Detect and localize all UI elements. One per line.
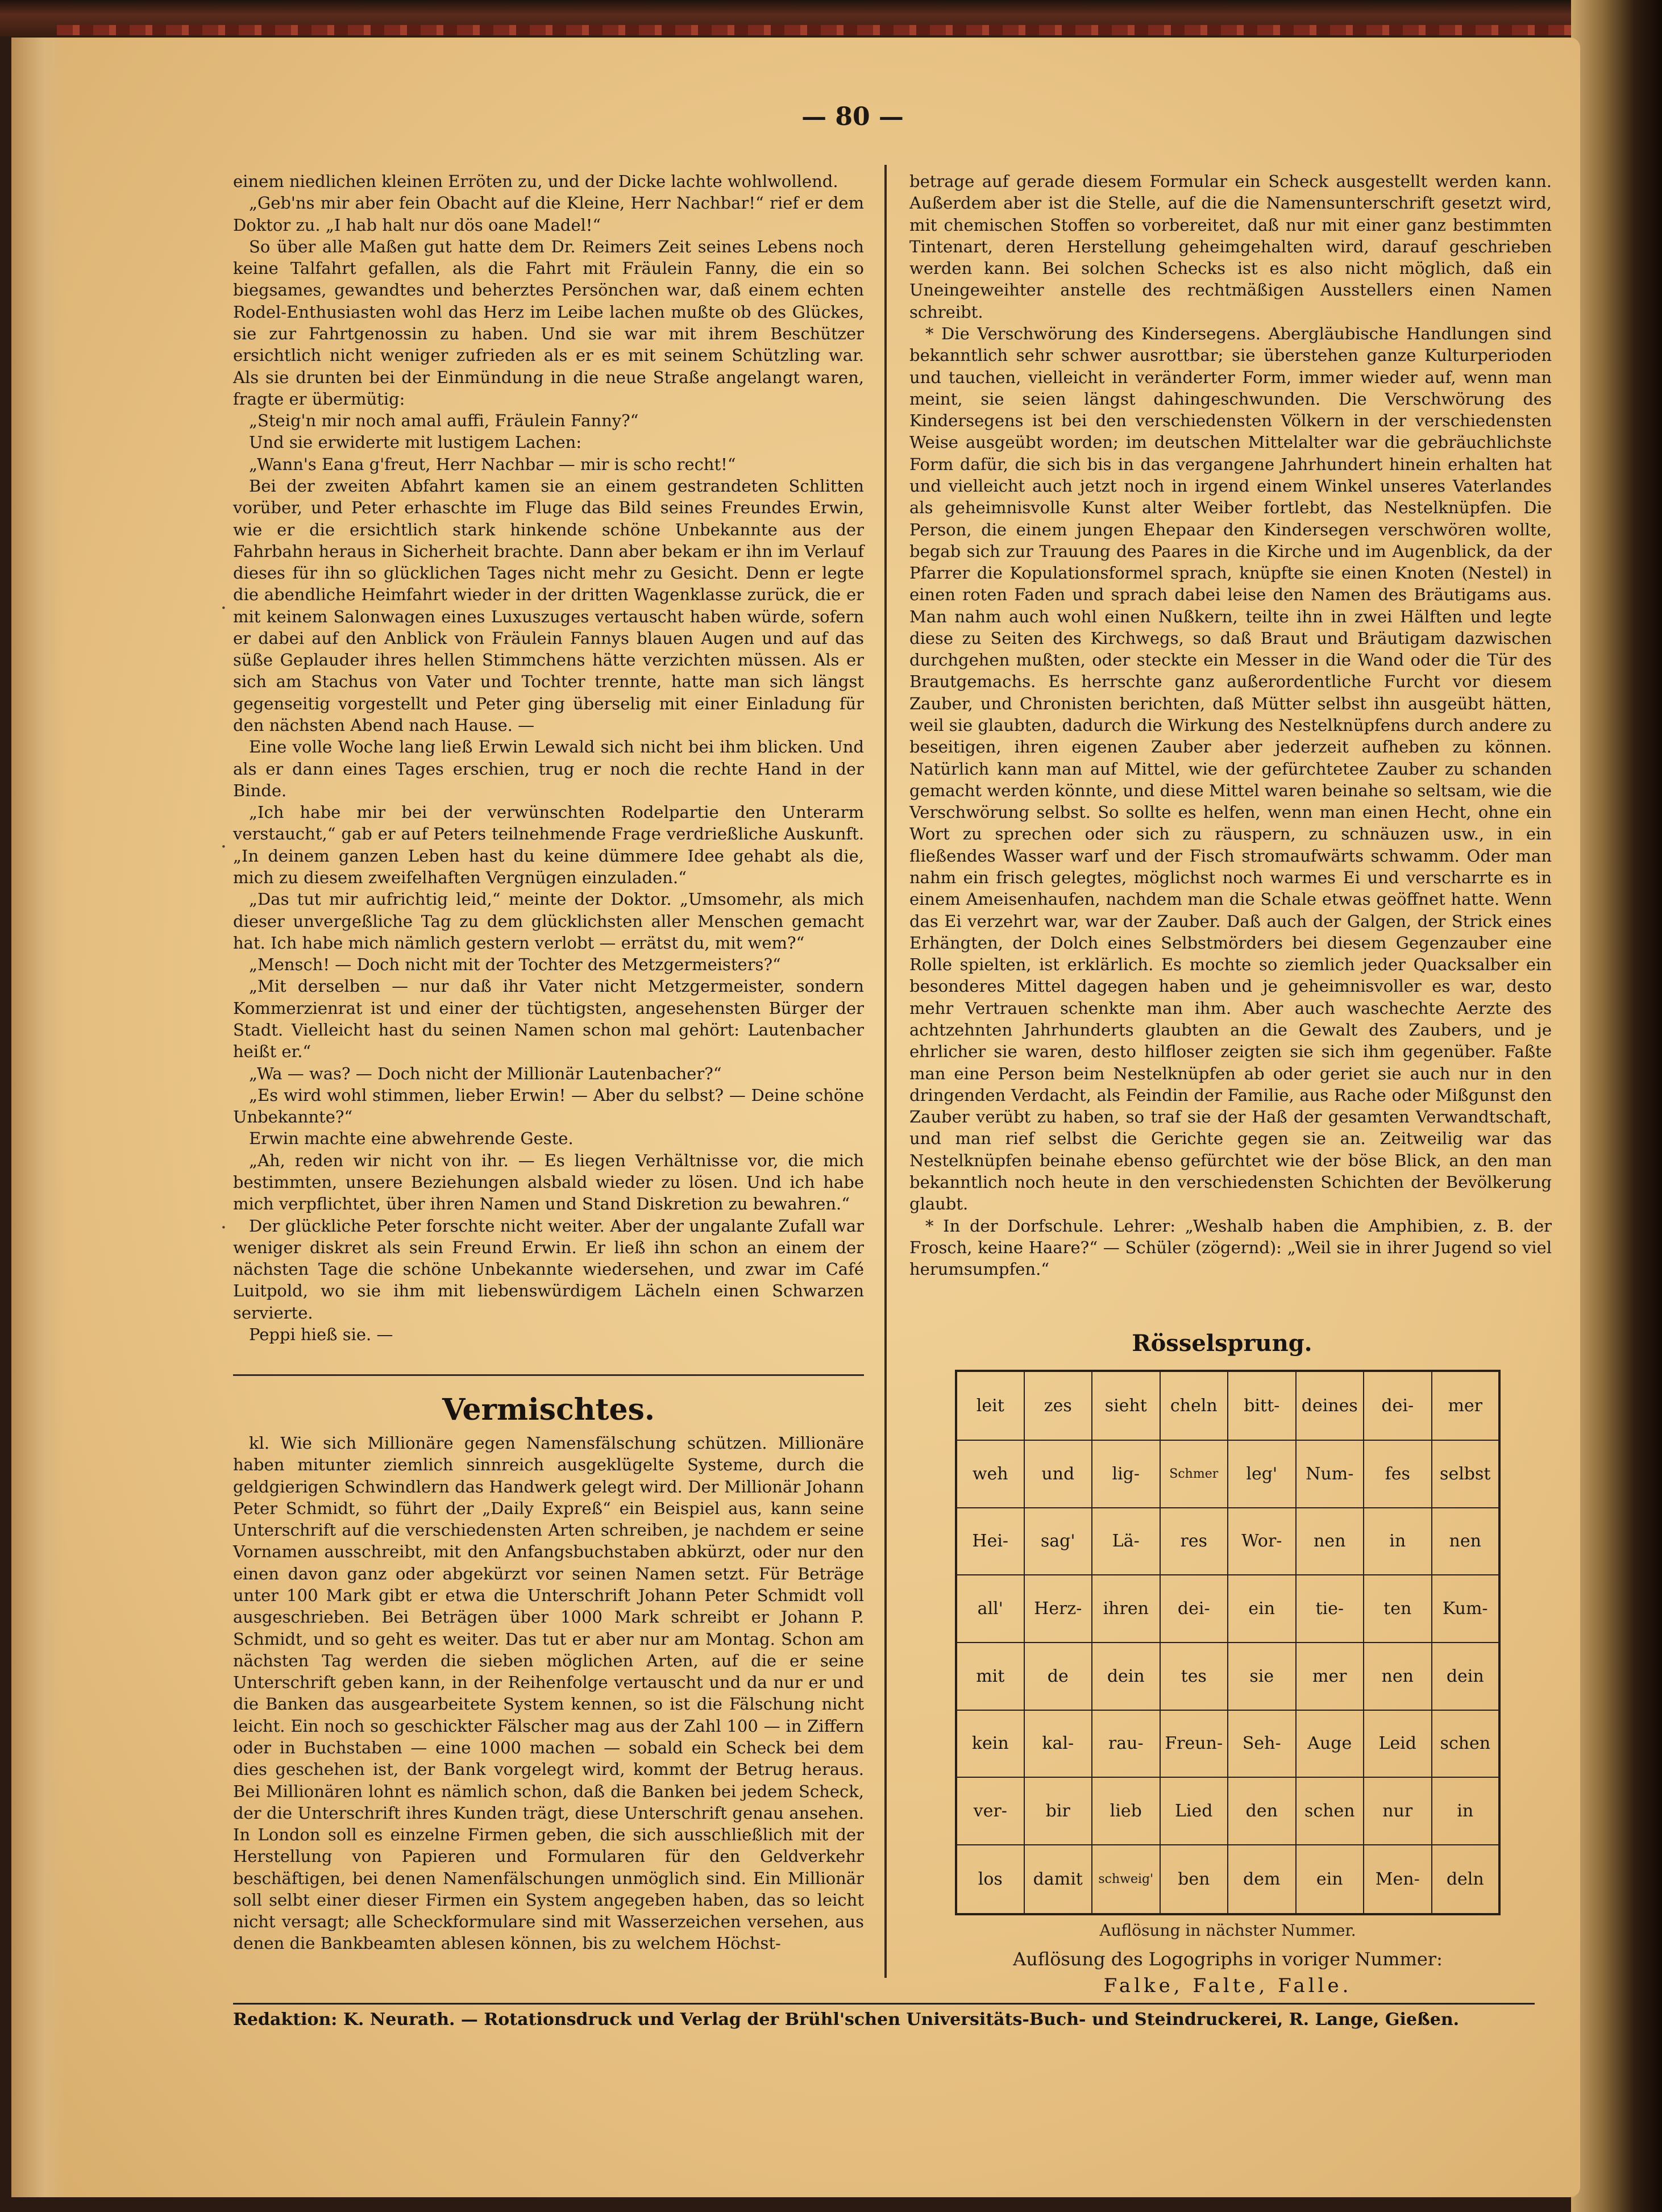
puzzle-cell: Freun- xyxy=(1160,1710,1228,1778)
page-edge xyxy=(11,38,66,2197)
puzzle-cell: sag' xyxy=(1024,1508,1092,1575)
puzzle-cell: weh xyxy=(956,1440,1024,1508)
puzzle-cell: sieht xyxy=(1092,1371,1160,1440)
miscellany-left-column xyxy=(233,1432,864,1955)
puzzle-cell: Lied xyxy=(1160,1777,1228,1845)
puzzle-cell: ten xyxy=(1364,1575,1432,1643)
story-paragraph: „Mit derselben — nur daß ihr Vater nicht Metzgermeister, sondern Kommerzienrat ist und einer der tüchtigsten, angesehensten Bürger der Stadt. Vielleicht hast du seinen Namen schon mal gehört: Lautenbacher heißt er.“ xyxy=(233,976,864,1062)
story-paragraph: Eine volle Woche lang ließ Erwin Lewald sich nicht bei ihm blicken. Und als er dann eines Tages erschien, trug er noch die rechte Hand in der Binde. xyxy=(233,737,864,800)
article-paragraph: * In der Dorfschule. Lehrer: „Weshalb haben die Amphibien, z. B. der Frosch, keine Haare?“ — Schüler (zögernd): „Weil sie in ihrer Jugend so viel herumsumpfen.“ xyxy=(909,1216,1552,1279)
binding-strip xyxy=(57,25,1580,35)
puzzle-cell: nen xyxy=(1364,1643,1432,1710)
puzzle-cell: Lä- xyxy=(1092,1508,1160,1575)
story-paragraph: Peppi hieß sie. — xyxy=(249,1324,393,1344)
column-divider xyxy=(884,165,887,1978)
article-paragraph: betrage auf gerade diesem Formular ein Scheck ausgestellt werden kann. Außerdem aber ist die Stelle, auf die die Namensunterschrift gesetzt wird, mit chemischen Stoffen so vorbereitet, daß nur mit einer ganz bestimmten Tintenart, deren Herstellung geheimgehalten wird, darauf geschrieben werden kann. Bei solchen Schecks ist es also nicht möglich, daß ein Uneingeweihter anstelle des rechtmäßigen Ausstellers einen Namen schreibt. xyxy=(909,172,1552,322)
story-paragraph: „Ich habe mir bei der verwünschten Rodelpartie den Unterarm verstaucht,“ gab er auf Peters teilnehmende Frage verdrießliche Auskunft. „In deinem ganzen Leben hast du keine dümmere Idee gehabt als die, mich zu diesem zweifelhaften Vergnügen einzuladen.“ xyxy=(233,803,864,887)
puzzle-cell: Schmer xyxy=(1160,1440,1228,1508)
margin-mark: · xyxy=(221,835,227,858)
story-paragraph: Der glückliche Peter forschte nicht weiter. Aber der ungalante Zufall war weniger diskret als sein Freund Erwin. Er ließ ihn schon an einem der nächsten Tage die schöne Unbekannte wiedersehen, und zwar im Café Luitpold, wo sie ihm mit liebenswürdigem Lächeln einen Schwarzen servierte. xyxy=(233,1216,864,1323)
puzzle-row xyxy=(956,1575,1499,1643)
puzzle-cell: damit xyxy=(1024,1845,1092,1914)
imprint-footer: Redaktion: K. Neurath. — Rotationsdruck und Verlag der Brühl'schen Universitäts-Buch- und Steindruckerei, R. Lange, Gießen. xyxy=(233,2010,1460,2030)
puzzle-cell: schen xyxy=(1296,1777,1364,1845)
puzzle-cell: und xyxy=(1024,1440,1092,1508)
puzzle-row xyxy=(956,1440,1499,1508)
puzzle-cell: dei- xyxy=(1364,1371,1432,1440)
story-paragraph: Erwin machte eine abwehrende Geste. xyxy=(249,1129,574,1149)
margin-mark: · xyxy=(221,597,227,619)
footer-rule xyxy=(233,2003,1535,2005)
puzzle-row xyxy=(956,1643,1499,1710)
puzzle-cell: lig- xyxy=(1092,1440,1160,1508)
puzzle-cell: mit xyxy=(956,1643,1024,1710)
puzzle-cell: mer xyxy=(1296,1643,1364,1710)
puzzle-title: Rösselsprung. xyxy=(1132,1330,1312,1357)
puzzle-cell: bitt- xyxy=(1228,1371,1296,1440)
puzzle-cell: nen xyxy=(1296,1508,1364,1575)
margin-mark: · xyxy=(221,1216,227,1239)
puzzle-cell: dein xyxy=(1092,1643,1160,1710)
puzzle-cell: Hei- xyxy=(956,1508,1024,1575)
puzzle-cell: cheln xyxy=(1160,1371,1228,1440)
story-paragraph: „Wann's Eana g'freut, Herr Nachbar — mir is scho recht!“ xyxy=(249,454,736,474)
puzzle-cell: tes xyxy=(1160,1643,1228,1710)
puzzle-cell: zes xyxy=(1024,1371,1092,1440)
puzzle-cell: Auge xyxy=(1296,1710,1364,1778)
puzzle-cell: selbst xyxy=(1432,1440,1500,1508)
story-paragraph: Und sie erwiderte mit lustigem Lachen: xyxy=(249,433,582,452)
puzzle-cell: kal- xyxy=(1024,1710,1092,1778)
story-paragraph: So über alle Maßen gut hatte dem Dr. Reimers Zeit seines Lebens noch keine Talfahrt gefallen, als die Fahrt mit Fräulein Fanny, die ein so biegsames, gewandtes und beherztes Persönchen war, daß einem echten Rodel-Enthusiasten wohl das Herz im Leibe lachen mußte ob des Glückes, sie zur Fahrtgenossin zu haben. Und sie war mit ihrem Beschützer ersichtlich nicht weniger zufrieden als er es mit seinem Schützling war. Als sie drunten bei der Einmündung in die neue Straße angelangt waren, fragte er übermütig: xyxy=(233,236,864,409)
section-divider xyxy=(233,1374,864,1376)
article-paragraph: kl. Wie sich Millionäre gegen Namensfälschung schützen. Millionäre haben mitunter ziemlich sinnreich ausgeklügelte Systeme, durch die geldgierigen Schwindlern das Handwerk gelegt wird. Der Millionär Johann Peter Schmidt, so führt der „Daily Expreß“ ein Beispiel aus, kann seine Unterschrift auf die verschiedensten Arten schreiben, je nachdem er seine Vornamen ausschreibt, mit den Anfangsbuchstaben abkürzt, oder nur den einen davon ganz oder abgekürzt vor seinen Namen setzt. Für Beträge unter 100 Mark gibt er etwa die Unterschrift Johann Peter Schmidt voll ausgeschrieben. Bei Beträgen über 1000 Mark schreibt er Johann P. Schmidt, und so geht es weiter. Das tut er aber nur am Montag. Schon am nächsten Tag werden die sieben möglichen Arten, auf die er seine Unterschrift geben kann, in der Reihenfolge vertauscht und da nur er und die Banken das ausgearbeitete System kennen, so ist die Fälschung nicht leicht. Ein noch so geschickter Fälscher mag aus der Zahl 100 — in Ziffern oder in Buchstaben — eine 1000 machen — sobald ein Scheck bei dem dies geschehen ist, der Bank vorgelegt wird, kommt der Betrug heraus. Bei Millionären lohnt es nämlich schon, daß die Banken bei jedem Scheck, der die Unterschrift ihres Kunden trägt, diese Unterschrift genau ansehen. In London soll es einzelne Firmen geben, die sich ausschließlich mit der Herstellung von Papieren und Formularen für den Geldverkehr beschäftigen, bei denen Namenfälschungen unmöglich sind. Ein Millionär soll selbt einer dieser Firmen ein System angegeben haben, das so leicht nicht versagt; alle Scheckformulare sind mit Wasserzeichen versehen, aus denen die Bankbeamten ablesen können, bis zu welchem Höchst- xyxy=(233,1433,864,1953)
puzzle-cell: dein xyxy=(1432,1643,1500,1710)
puzzle-cell: Leid xyxy=(1364,1710,1432,1778)
puzzle-caption: Auflösung in nächster Nummer. xyxy=(1099,1921,1356,1940)
story-paragraph: „Ah, reden wir nicht von ihr. — Es liegen Verhältnisse vor, die mich bestimmten, unsere Beziehungen alsbald wieder zu lösen. Und ich habe mich verpflichtet, über ihren Namen und Stand Diskretion zu bewahren.“ xyxy=(233,1150,864,1214)
puzzle-cell: kein xyxy=(956,1710,1024,1778)
puzzle-cell: ihren xyxy=(1092,1575,1160,1643)
puzzle-row xyxy=(956,1508,1499,1575)
puzzle-cell: res xyxy=(1160,1508,1228,1575)
story-paragraph: „Steig'n mir noch amal auffi, Fräulein Fanny?“ xyxy=(249,411,639,431)
puzzle-cell: fes xyxy=(1364,1440,1432,1508)
puzzle-cell: ver- xyxy=(956,1777,1024,1845)
puzzle-cell: bir xyxy=(1024,1777,1092,1845)
puzzle-cell: all' xyxy=(956,1575,1024,1643)
puzzle-cell: los xyxy=(956,1845,1024,1914)
puzzle-row xyxy=(956,1777,1499,1845)
puzzle-cell: deln xyxy=(1432,1845,1500,1914)
puzzle-cell: nen xyxy=(1432,1508,1500,1575)
book-spine xyxy=(1571,0,1662,2212)
puzzle-cell: rau- xyxy=(1092,1710,1160,1778)
story-paragraph: „Wa — was? — Doch nicht der Millionär Lautenbacher?“ xyxy=(249,1063,722,1083)
puzzle-cell: leit xyxy=(956,1371,1024,1440)
puzzle-cell: Men- xyxy=(1364,1845,1432,1914)
story-paragraph: „Mensch! — Doch nicht mit der Tochter des Metzgermeisters?“ xyxy=(249,955,781,975)
page-number: — 80 — xyxy=(801,102,904,131)
solution-label: Auflösung des Logogriphs in voriger Nummer: xyxy=(1013,1948,1443,1970)
puzzle-row xyxy=(956,1710,1499,1778)
puzzle-cell: de xyxy=(1024,1643,1092,1710)
puzzle-cell: in xyxy=(1364,1508,1432,1575)
puzzle-cell: Kum- xyxy=(1432,1575,1500,1643)
puzzle-cell: Herz- xyxy=(1024,1575,1092,1643)
story-paragraph: „Es wird wohl stimmen, lieber Erwin! — Aber du selbst? — Deine schöne Unbekannte?“ xyxy=(233,1085,864,1127)
puzzle-cell: dem xyxy=(1228,1845,1296,1914)
puzzle-row xyxy=(956,1845,1499,1914)
article-paragraph: * Die Verschwörung des Kindersegens. Abergläubische Handlungen sind bekanntlich sehr schwer ausrottbar; sie überstehen ganze Kulturperioden und tauchen, vielleicht in veränderter Form, immer wieder auf, wenn man meint, sie seien längst dahingeschwunden. Die Verschwörung des Kindersegens ist bei den verschiedensten Völkern in der verschiedensten Weise ausgeübt worden; im deutschen Mittelalter war die gebräuchlichste Form dafür, die sich bis in das vergangene Jahrhundert hinein erhalten hat und vielleicht auch jetzt noch in irgend einem Winkel unseres Vaterlandes als geheimnisvolle Kunst alter Weiber fortlebt, das Nestelknüpfen. Die Person, die einem jungen Ehepaar den Kindersegen verschwören wollte, begab sich zur Trauung des Paares in die Kirche und im Augenblick, da der Pfarrer die Kopulationsformel sprach, knüpfte sie einen Knoten (Nestel) in einen roten Faden und sprach dabei leise den Namen des Bräutigams aus. Man nahm auch wohl einen Nußkern, teilte ihn in zwei Hälften und legte diese zu Seiten des Kirchwegs, so daß Braut und Bräutigam dazwischen durchgehen mußten, oder steckte ein Messer in die Wand oder die Tür des Brautgemachs. Es herrschte ganz außerordentliche Furcht vor diesem Zauber, und Chronisten berichten, daß Mütter selbst ihn ausgeübt hätten, weil sie glaubten, dadurch die Wirkung des Nestelknüpfens durch andere zu beseitigen, ihren eigenen Zauber aber jederzeit aufheben zu können. Natürlich kann man auf Mittel, wie der gefürchtetee Zauber zu schanden gemacht werden könnte, und diese Mittel waren beinahe so seltsam, wie die Verschwörung selbst. So sollte es helfen, wenn man einen Hecht, ohne ein Wort zu sprechen oder sich zu räuspern, zu schnäuzen usw., in ein fließendes Wasser warf und der Fisch stromaufwärts schwamm. Oder man nahm ein frisch gelegtes, möglichst noch warmes Ei und verscharrte es in einem Ameisenhaufen, nachdem man die Schale etwas geöffnet hatte. Wenn das Ei verzehrt war, war der Zauber. Daß auch der Galgen, der Strick eines Erhängten, der Dolch eines Selbstmörders bei diesem Gegenzauber eine Rolle spielten, ist erklärlich. Es mochte so ziemlich jeder Quacksalber ein besonderes Mittel dagegen haben und je geheimnisvoller es war, desto mehr Vertrauen schenkte man ihm. Aber auch waschechte Aerzte des achtzehnten Jahrhunderts glaubten an die Gewalt des Zaubers, und je ehrlicher sie waren, desto hilfloser zeigten sie sich ihm gegenüber. Faßte man eine Person beim Nestelknüpfen ab oder geriet sie auch nur in den dringenden Verdacht, als Feindin der Familie, aus Rache oder Mißgunst den Zauber verübt zu haben, so traf sie der Haß der gesamten Verwandtschaft, und man rief selbst die Gerichte gegen sie an. Zeitweilig war das Nestelknüpfen beinahe ebenso gefürchtet wie der böse Blick, an den man bekanntlich noch heute in den verschiedensten Schichten der Bevölkerung glaubt. xyxy=(909,323,1552,1214)
puzzle-cell: mer xyxy=(1432,1371,1500,1440)
story-paragraph: einem niedlichen kleinen Erröten zu, und der Dicke lachte wohlwollend. xyxy=(233,172,838,191)
puzzle-cell: sie xyxy=(1228,1643,1296,1710)
puzzle-cell: nur xyxy=(1364,1777,1432,1845)
puzzle-cell: schweig' xyxy=(1092,1845,1160,1914)
puzzle-cell: ben xyxy=(1160,1845,1228,1914)
puzzle-cell: Wor- xyxy=(1228,1508,1296,1575)
puzzle-cell: Seh- xyxy=(1228,1710,1296,1778)
puzzle-cell: in xyxy=(1432,1777,1500,1845)
puzzle-row xyxy=(956,1371,1499,1440)
story-paragraph: „Geb'ns mir aber fein Obacht auf die Kleine, Herr Nachbar!“ rief er dem Doktor zu. „I hab halt nur dös oane Madel!“ xyxy=(233,193,864,235)
puzzle-cell: den xyxy=(1228,1777,1296,1845)
puzzle-cell: ein xyxy=(1296,1845,1364,1914)
miscellany-right-column xyxy=(909,171,1552,1280)
puzzle-cell: leg' xyxy=(1228,1440,1296,1508)
solution-words: Falke, Falte, Falle. xyxy=(1103,1974,1352,1997)
story-paragraph: Bei der zweiten Abfahrt kamen sie an einem gestrandeten Schlitten vorüber, und Peter erhaschte im Fluge das Bild seines Freundes Erwin, wie er die ersichtlich stark hinkende schöne Unbekannte aus der Fahrbahn heraus in Sicherheit brachte. Dann aber bekam er ihn im Verlauf dieses für ihn so glücklichen Tages nicht mehr zu Gesicht. Denn er legte die abendliche Heimfahrt wieder in der dritten Wagenklasse zurück, die er mit keinem Salonwagen eines Luxuszuges vertauscht haben würde, sofern er dabei auf den Anblick von Fräulein Fannys blauen Augen und auf das süße Geplauder ihres hellen Stimmchens hätte verzichten müssen. Als er sich am Stachus von Vater und Tochter trennte, hatte man sich längst gegenseitig vorgestellt und Peter ging überselig mit einer Einladung für den nächsten Abend nach Hause. — xyxy=(233,476,864,735)
puzzle-cell: deines xyxy=(1296,1371,1364,1440)
story-paragraph: „Das tut mir aufrichtig leid,“ meinte der Doktor. „Umsomehr, als mich dieser unvergeßliche Tag zu dem glücklichsten aller Menschen gemacht hat. Ich habe mich nämlich gestern verlobt — errätst du, mit wem?“ xyxy=(233,889,864,953)
story-column xyxy=(233,171,864,1345)
knights-tour-puzzle xyxy=(955,1370,1501,1915)
puzzle-cell: tie- xyxy=(1296,1575,1364,1643)
puzzle-cell: ein xyxy=(1228,1575,1296,1643)
puzzle-cell: schen xyxy=(1432,1710,1500,1778)
section-heading: Vermischtes. xyxy=(442,1392,655,1427)
puzzle-cell: Num- xyxy=(1296,1440,1364,1508)
puzzle-cell: dei- xyxy=(1160,1575,1228,1643)
puzzle-cell: lieb xyxy=(1092,1777,1160,1845)
